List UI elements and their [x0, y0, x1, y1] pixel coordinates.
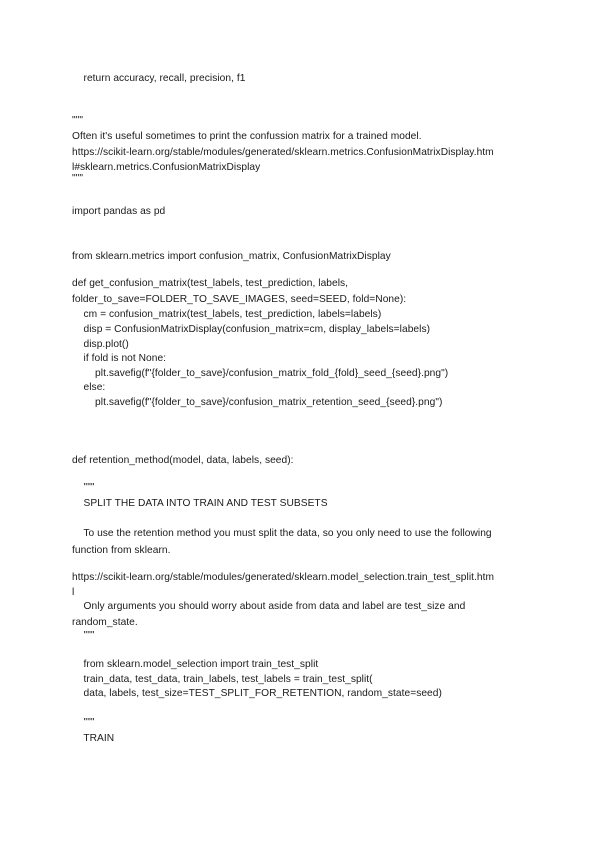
reference-url-continued: l	[72, 587, 75, 598]
code-line: if fold is not None:	[72, 353, 167, 364]
import-line: from sklearn.metrics import confusion_matrix, ConfusionMatrixDisplay	[72, 251, 391, 262]
reference-url: https://scikit-learn.org/stable/modules/generated/sklearn.model_selection.train_test_split.htm	[72, 572, 495, 583]
code-line: else:	[72, 382, 106, 393]
docstring-delimiter: """	[72, 717, 95, 728]
function-definition: def retention_method(model, data, labels, seed):	[72, 455, 294, 466]
import-line: import pandas as pd	[72, 206, 166, 217]
reference-url: https://scikit-learn.org/stable/modules/generated/sklearn.metrics.ConfusionMatrixDisplay.htm	[72, 147, 494, 158]
docstring-text: Only arguments you should worry about aside from data and label are test_size and	[72, 601, 466, 612]
code-line: return accuracy, recall, precision, f1	[72, 73, 246, 84]
docstring-delimiter: """	[72, 482, 95, 493]
code-line: disp.plot()	[72, 339, 129, 350]
docstring-delimiter: """	[72, 630, 95, 641]
function-definition-continued: folder_to_save=FOLDER_TO_SAVE_IMAGES, seed=SEED, fold=None):	[72, 294, 407, 305]
function-definition: def get_confusion_matrix(test_labels, test_prediction, labels,	[72, 278, 349, 289]
docstring-delimiter: """	[72, 173, 83, 184]
code-line: data, labels, test_size=TEST_SPLIT_FOR_RETENTION, random_state=seed)	[72, 688, 442, 699]
reference-url-continued: l#sklearn.metrics.ConfusionMatrixDisplay	[72, 162, 261, 173]
code-line: plt.savefig(f"{folder_to_save}/confusion_matrix_retention_seed_{seed}.png")	[72, 397, 443, 408]
docstring-heading: TRAIN	[72, 733, 115, 744]
docstring-text: To use the retention method you must split the data, so you only need to use the following	[72, 528, 492, 539]
comment-line: Often it's useful sometimes to print the confussion matrix for a trained model.	[72, 131, 422, 142]
code-line: train_data, test_data, train_labels, test_labels = train_test_split(	[72, 674, 373, 685]
code-line: cm = confusion_matrix(test_labels, test_prediction, labels=labels)	[72, 309, 382, 320]
code-line: plt.savefig(f"{folder_to_save}/confusion_matrix_fold_{fold}_seed_{seed}.png")	[72, 368, 449, 379]
docstring-text-continued: function from sklearn.	[72, 545, 171, 556]
import-line: from sklearn.model_selection import train_test_split	[72, 659, 319, 670]
docstring-heading: SPLIT THE DATA INTO TRAIN AND TEST SUBSETS	[72, 498, 328, 509]
code-line: disp = ConfusionMatrixDisplay(confusion_matrix=cm, display_labels=labels)	[72, 324, 431, 335]
docstring-delimiter: """	[72, 115, 83, 126]
docstring-text-continued: random_state.	[72, 617, 138, 628]
